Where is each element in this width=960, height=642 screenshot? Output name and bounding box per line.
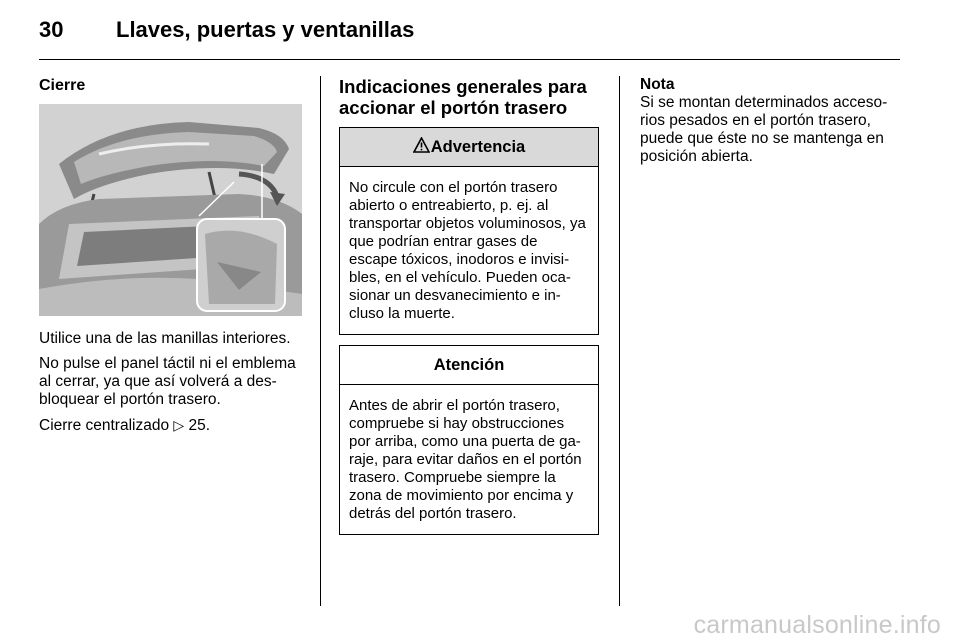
attention-box [339, 345, 599, 535]
column-1 [39, 76, 303, 435]
watermark: carmanualsonline.info [693, 611, 941, 639]
central-locking-label: Cierre centralizado [39, 417, 170, 434]
section-heading-tailgate: Indicaciones generales para accionar el portón trasero [339, 76, 587, 118]
column-divider-1 [320, 76, 321, 606]
page-reference-arrow-icon: ▷ [173, 417, 185, 433]
warning-header [340, 128, 598, 167]
attention-title: Atención [340, 346, 598, 385]
note-text: Si se montan determinados acceso-rios pesados en el portón trasero, puede que éste no se mantenga en posición abierta. [640, 94, 888, 165]
column-2 [339, 76, 601, 535]
column-3 [640, 76, 902, 166]
warning-text: No circule con el portón trasero abierto o entreabierto, p. ej. al transportar objetos voluminosos, ya que podrían entrar gases de escape tóxicos, inodoros e invisi-bles, en el vehículo. Pueden oca-sionar un desvanecimiento e in-cluso la muerte. [349, 179, 586, 322]
column-divider-2 [619, 76, 620, 606]
warning-triangle-icon [413, 137, 430, 158]
tailgate-figure [39, 104, 302, 316]
chapter-title: Llaves, puertas y ventanillas [116, 17, 415, 42]
attention-text: Antes de abrir el portón trasero, compruebe si hay obstrucciones por arriba, como una puerta de ga-raje, para evitar daños en el portón trasero. Compruebe siempre la zona de movimiento por encima y detrás del portón trasero. [349, 397, 582, 522]
paragraph-touch-panel: No pulse el panel táctil ni el emblema al cerrar, ya que así volverá a des-bloquear el portón trasero. [39, 355, 296, 408]
paragraph-handles: Utilice una de las manillas interiores. [39, 330, 291, 347]
tailgate-open-illustration [39, 104, 302, 316]
warning-title: Advertencia [430, 137, 526, 156]
paragraph-central-locking [39, 416, 303, 435]
page-number: 30 [39, 17, 64, 42]
header-rule [39, 59, 900, 60]
section-title-cierre: Cierre [39, 77, 86, 94]
central-locking-page-link[interactable]: 25. [188, 417, 211, 434]
warning-box [339, 127, 599, 335]
note-title: Nota [640, 76, 675, 93]
